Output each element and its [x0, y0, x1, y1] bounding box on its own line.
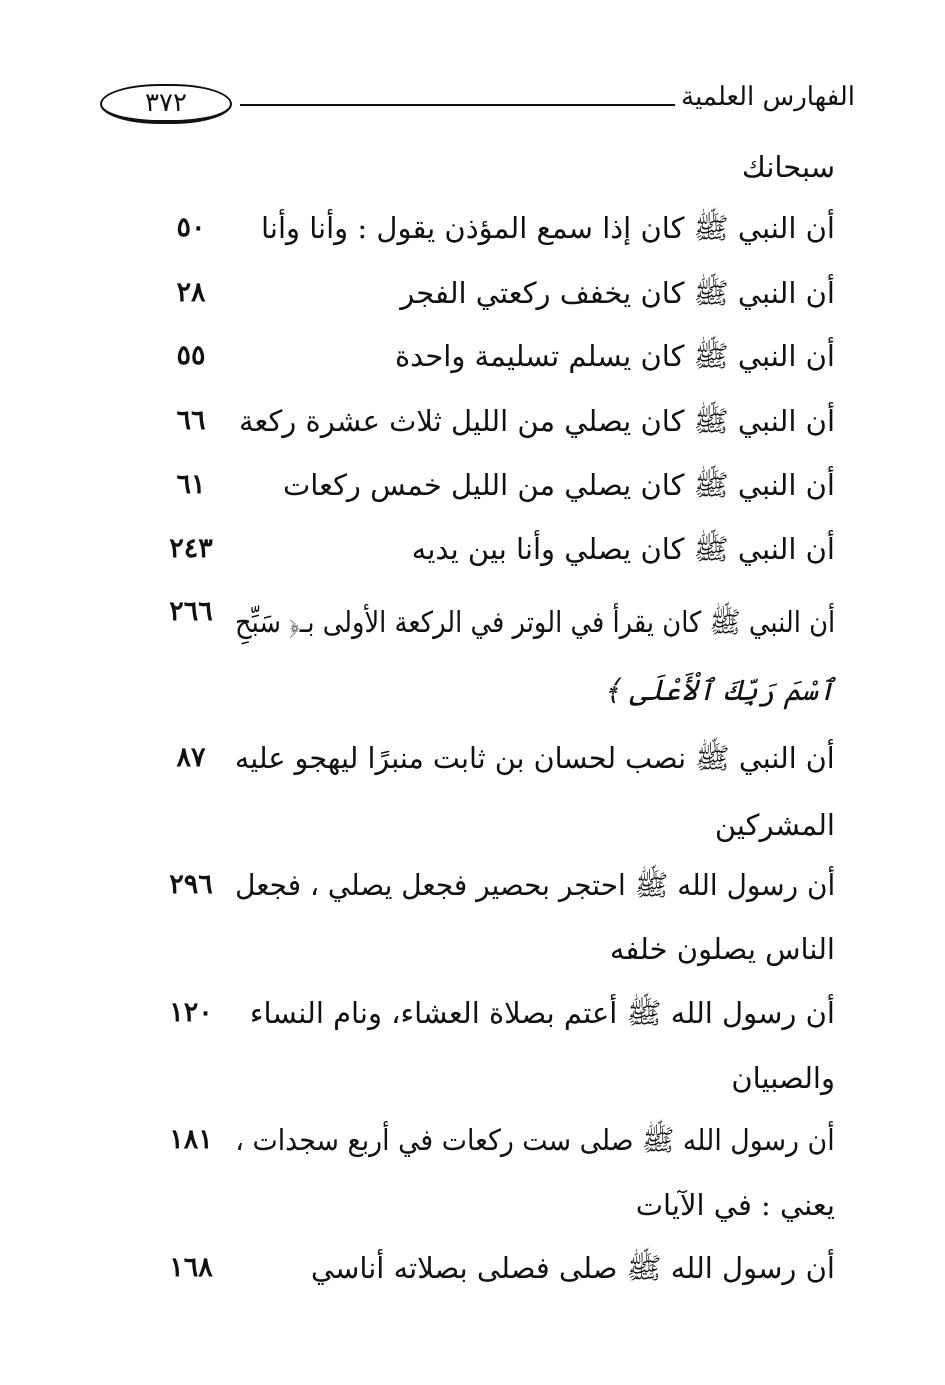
entry-text: أن النبي ﷺ كان يصلي من الليل ثلاث عشرة ركعة	[238, 404, 835, 438]
index-entry	[160, 271, 835, 315]
entry-text: أن النبي ﷺ نصب لحسان بن ثابت منبرًا ليهجو عليه	[235, 741, 835, 775]
entry-text: يعني : في الآيات	[635, 1188, 835, 1222]
entry-text: أن النبي ﷺ كان يخفف ركعتي الفجر	[400, 276, 835, 310]
index-entry-continuation	[160, 803, 835, 847]
entry-page-number: ٢٨	[176, 277, 206, 308]
index-entry	[160, 463, 835, 507]
index-entry-continuation	[160, 1183, 835, 1227]
entry-text: المشركين	[714, 808, 835, 842]
index-entry	[160, 736, 835, 780]
index-entry	[160, 1246, 835, 1290]
entry-text: أن النبي ﷺ كان يصلي من الليل خمس ركعات	[282, 468, 835, 502]
entry-page-number: ٢٦٦	[169, 596, 213, 627]
index-entry-continuation	[160, 668, 835, 712]
index-entry	[160, 991, 835, 1035]
entry-page-number: ٢٤٣	[169, 533, 213, 564]
entry-text: أن النبي ﷺ كان يصلي وأنا بين يديه	[411, 532, 835, 566]
entry-page-number: ٥٠	[176, 212, 206, 243]
page-number-badge: ٣٧٢	[100, 84, 232, 124]
entry-page-number: ١٨١	[169, 1124, 213, 1155]
page-header	[100, 80, 855, 130]
entry-text: والصبيان	[731, 1061, 835, 1095]
index-entry	[160, 399, 835, 443]
entry-page-number: ١٢٠	[169, 997, 213, 1028]
index-entry	[160, 863, 835, 907]
entry-page-number: ١٦٨	[169, 1252, 213, 1283]
entry-page-number: ٥٥	[176, 340, 206, 371]
entry-text: أن رسول الله ﷺ صلى فصلى بصلاته أناسي	[310, 1251, 835, 1285]
entry-text: أن النبي ﷺ كان يقرأ في الوتر في الركعة الأولى بـ﴿ سَبِّحِ	[234, 605, 835, 639]
index-entry	[160, 1118, 835, 1162]
quran-verse-text: ٱسْمَ رَبِّكَ ٱلْأَعْلَى ﴾	[603, 673, 835, 707]
index-entry	[160, 206, 835, 250]
entry-page-number: ٨٧	[176, 742, 206, 773]
entry-text: أن رسول الله ﷺ احتجر بحصير فجعل يصلي ، فجعل	[234, 868, 835, 902]
entry-text: أن رسول الله ﷺ صلى ست ركعات في أربع سجدات ،	[235, 1123, 835, 1157]
entry-page-number: ٦١	[176, 469, 206, 500]
entry-text: أن النبي ﷺ كان يسلم تسليمة واحدة	[394, 339, 835, 373]
index-entry	[160, 334, 835, 378]
index-entry	[160, 145, 835, 189]
entry-text: الناس يصلون خلفه	[609, 932, 835, 966]
running-title: الفهارس العلمية	[681, 82, 855, 112]
entry-page-number: ٢٩٦	[169, 869, 213, 900]
entry-text: أن النبي ﷺ كان إذا سمع المؤذن يقول : وأنا وأنا	[261, 211, 835, 245]
entry-text: أن رسول الله ﷺ أعتم بصلاة العشاء، ونام النساء	[249, 996, 835, 1030]
header-rule	[240, 104, 675, 106]
entry-text: سبحانك	[741, 150, 835, 184]
index-entry	[160, 527, 835, 571]
index-entry-continuation	[160, 927, 835, 971]
entry-page-number: ٦٦	[176, 405, 206, 436]
index-entry	[160, 596, 835, 644]
index-entry-continuation	[160, 1056, 835, 1100]
